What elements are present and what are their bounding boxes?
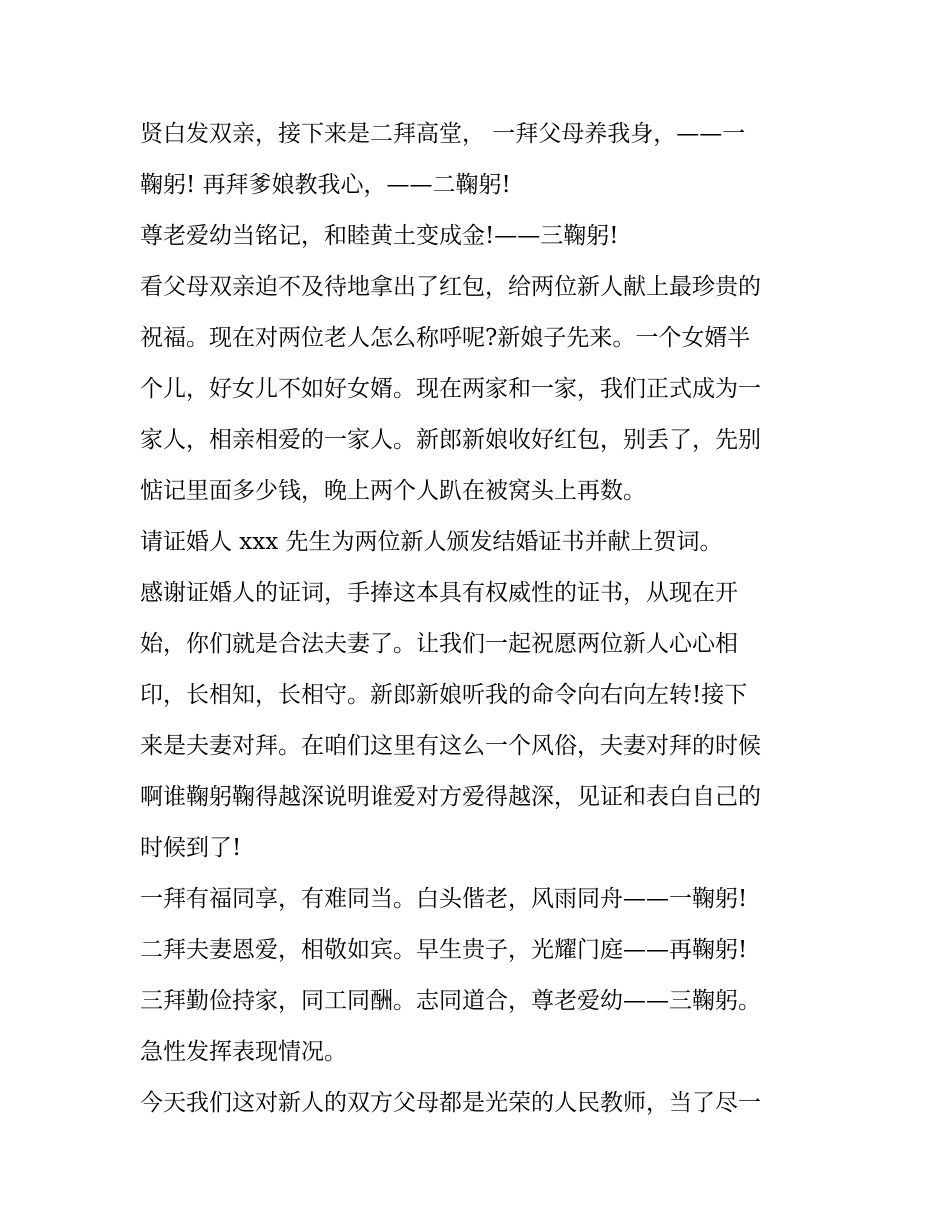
document-body (140, 109, 830, 1129)
text-line: 家人，相亲相爱的一家人。新郎新娘收好红包，别丢了，先别 (140, 427, 761, 453)
text-line: 鞠躬! 再拜爹娘教我心，——二鞠躬! (140, 172, 511, 198)
text-line: 感谢证婚人的证词，手捧这本具有权威性的证书，从现在开 (140, 580, 738, 606)
text-line: 请证婚人 xxx 先生为两位新人颁发结婚证书并献上贺词。 (140, 529, 723, 555)
text-line: 惦记里面多少钱，晚上两个人趴在被窝头上再数。 (140, 478, 646, 504)
text-line: 啊谁鞠躬鞠得越深说明谁爱对方爱得越深，见证和表白自己的 (140, 784, 761, 810)
text-line: 来是夫妻对拜。在咱们这里有这么一个风俗，夫妻对拜的时候 (140, 733, 761, 759)
text-line: 贤白发双亲，接下来是二拜高堂， 一拜父母养我身，——一 (140, 121, 746, 147)
text-line: 尊老爱幼当铭记，和睦黄土变成金!——三鞠躬! (140, 223, 619, 249)
text-line: 时候到了! (140, 835, 242, 861)
text-line: 一拜有福同享，有难同当。白头偕老，风雨同舟——一鞠躬! (140, 886, 748, 912)
text-line: 看父母双亲迫不及待地拿出了红包，给两位新人献上最珍贵的 (140, 274, 761, 300)
text-line: 祝福。现在对两位老人怎么称呼呢?新娘子先来。一个女婿半 (140, 325, 751, 351)
text-line: 二拜夫妻恩爱，相敬如宾。早生贵子，光耀门庭——再鞠躬! (140, 937, 748, 963)
text-line: 个儿，好女儿不如好女婿。现在两家和一家，我们正式成为一 (140, 376, 761, 402)
text-line: 始，你们就是合法夫妻了。让我们一起祝愿两位新人心心相 (140, 631, 738, 657)
text-line: 今天我们这对新人的双方父母都是光荣的人民教师，当了尽一 (140, 1090, 761, 1116)
text-line: 印，长相知，长相守。新郎新娘听我的命令向右向左转!接下 (140, 682, 748, 708)
text-line: 三拜勤俭持家，同工同酬。志同道合，尊老爱幼——三鞠躬。 (140, 988, 761, 1014)
text-line: 急性发挥表现情况。 (140, 1039, 347, 1065)
